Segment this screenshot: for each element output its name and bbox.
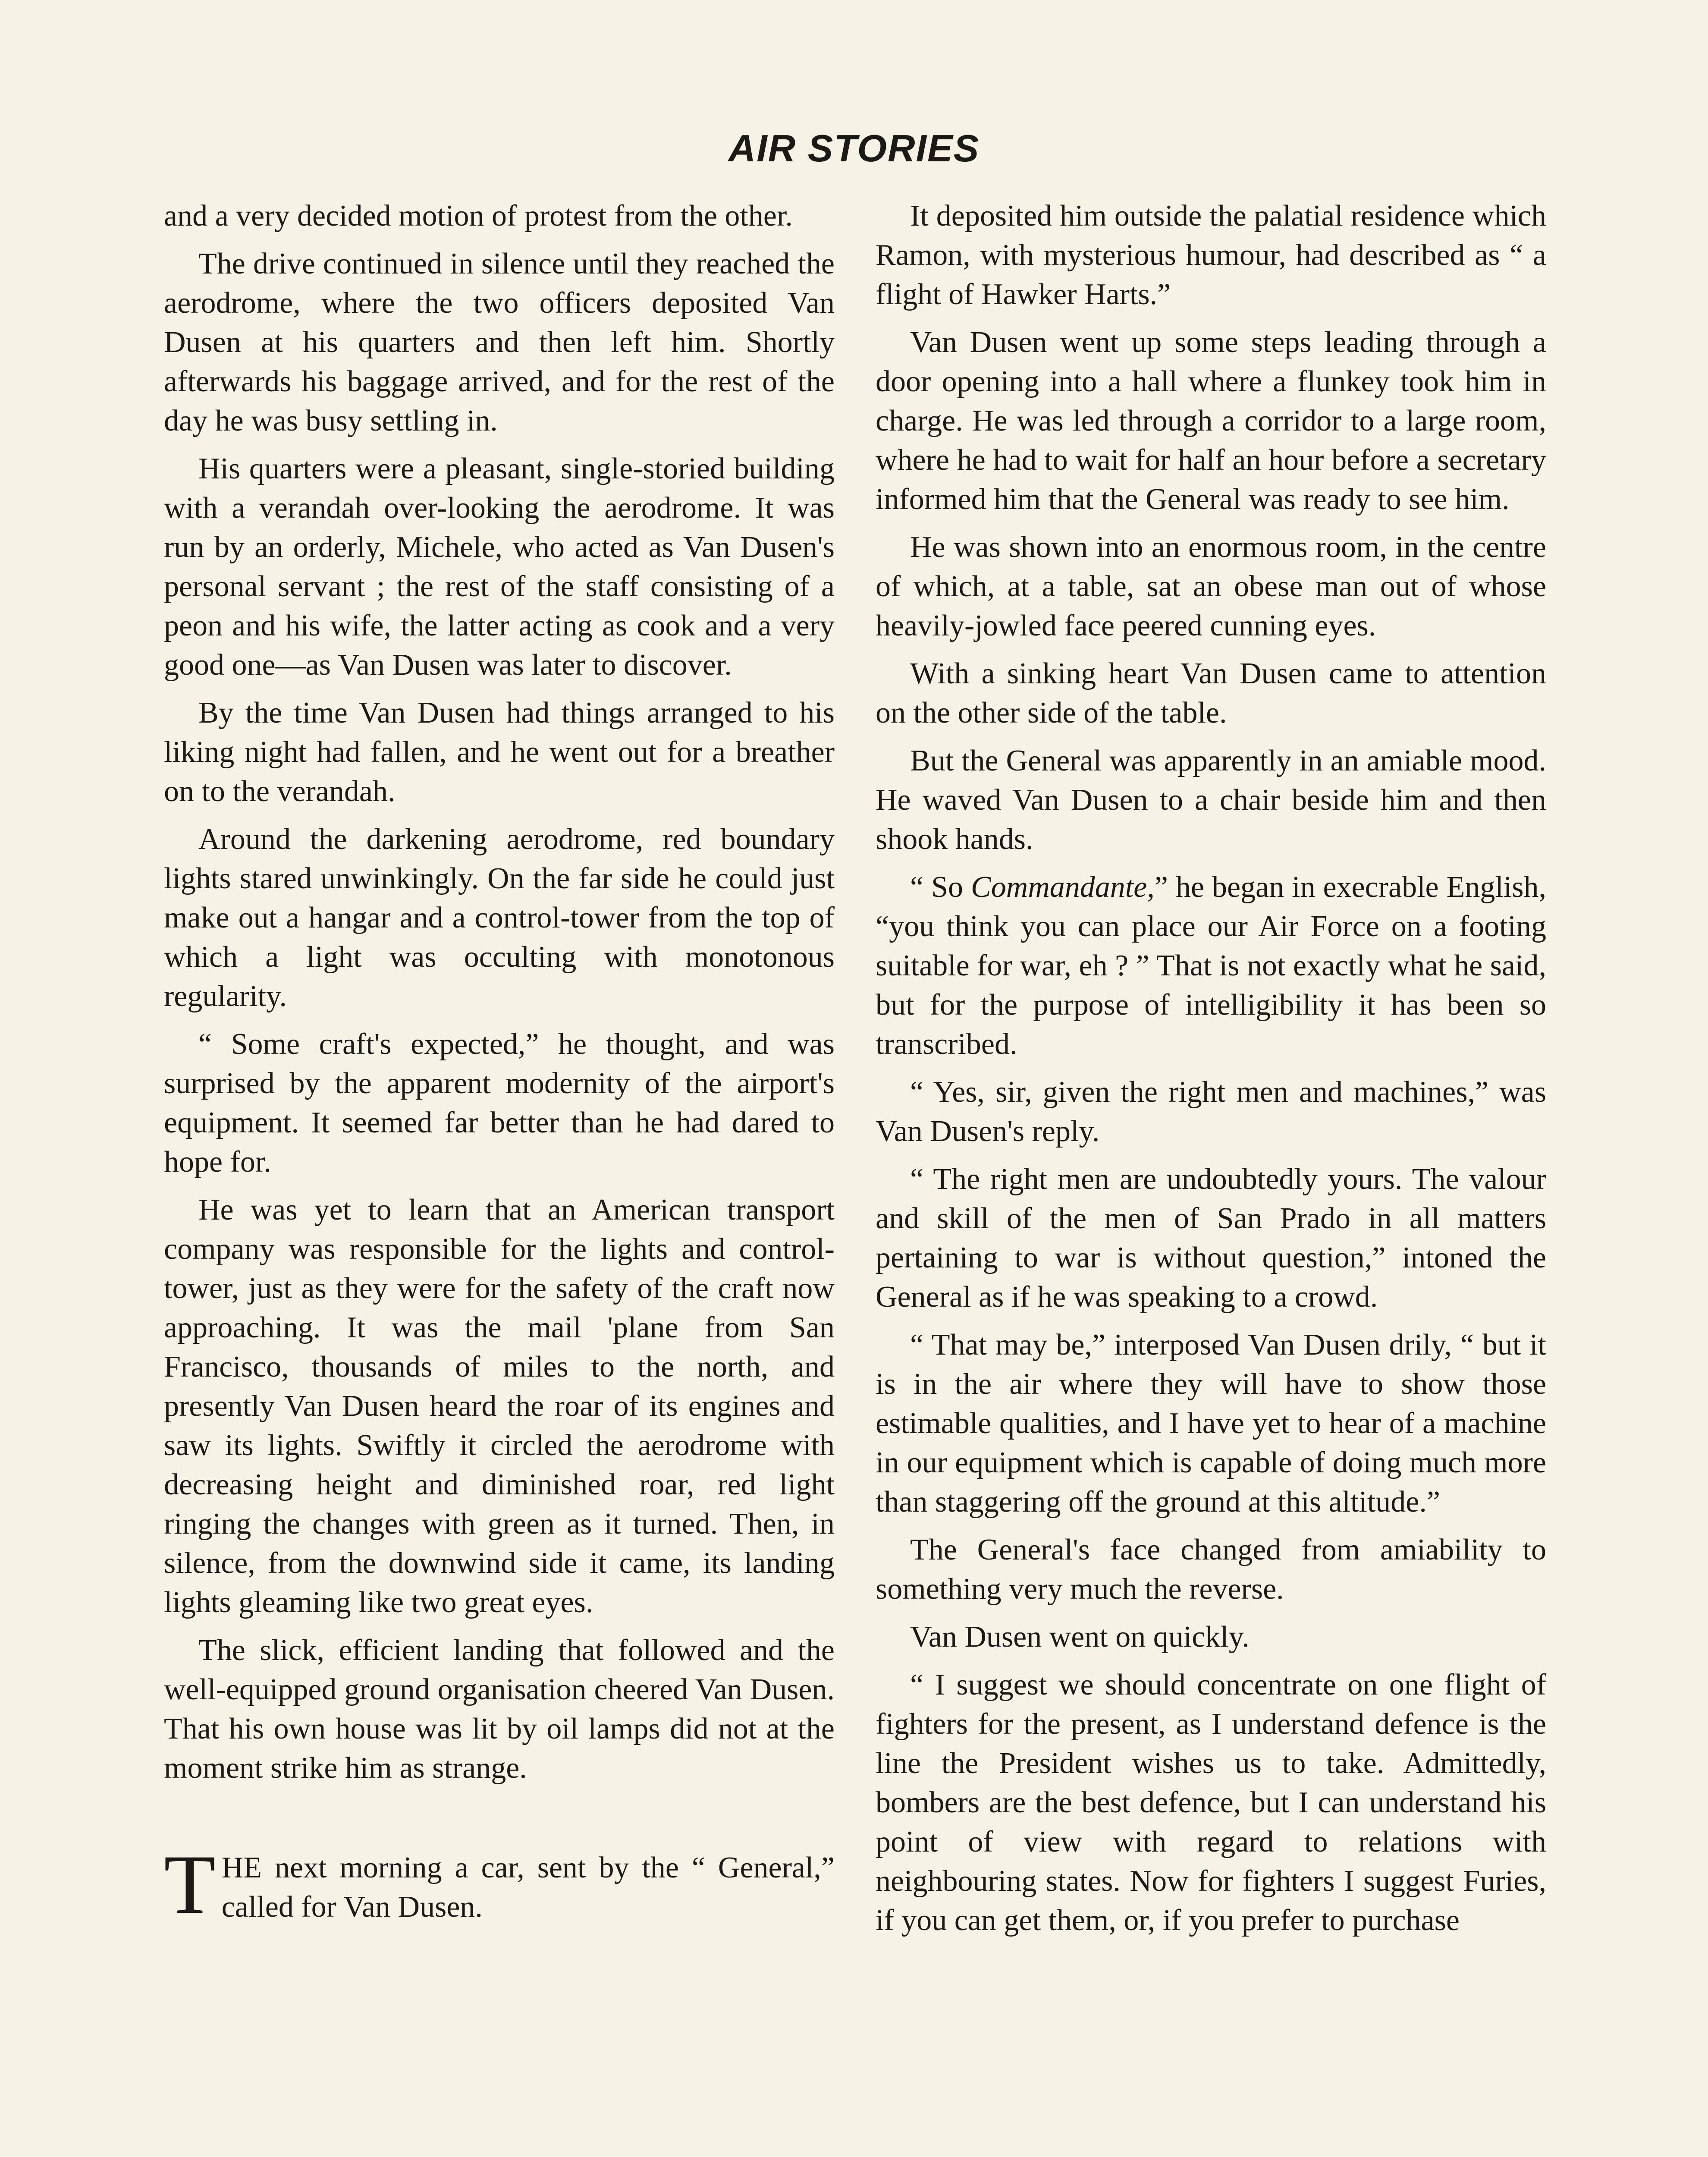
paragraph: “ I suggest we should concentrate on one flight of fighters for the present, as I understand defence is the line the President wishes us to take. Admittedly, bombers are the best defence, but I can understand his point of view with regard to relations with neighbouring states. Now for fighters I suggest Furies, if you can get them, or, if you prefer to purchase (876, 1668, 1546, 1937)
right-column (876, 196, 1546, 1949)
paragraph: With a sinking heart Van Dusen came to attention on the other side of the table. (876, 657, 1546, 729)
section-opening-text: HE next morning a car, sent by the “ General,” called for Van Dusen. (221, 1851, 835, 1924)
paragraph: “ That may be,” interposed Van Dusen drily, “ but it is in the air where they will have to show those estimable qualities, and I have yet to hear of a machine in our equipment which is capable of doing much more than staggering off the ground at this altitude.” (876, 1328, 1546, 1519)
paragraph: The General's face changed from amiability to something very much the reverse. (876, 1533, 1546, 1606)
quote-open: “ So (910, 871, 971, 904)
paragraph: Van Dusen went on quickly. (910, 1620, 1250, 1654)
paragraph: “ Yes, sir, given the right men and machines,” was Van Dusen's reply. (876, 1075, 1546, 1148)
paragraph: “ Some craft's expected,” he thought, and was surprised by the apparent modernity of the airport's equipment. It seemed far better than he had dared to hope for. (164, 1028, 835, 1179)
paragraph: But the General was apparently in an amiable mood. He waved Van Dusen to a chair beside him and then shook hands. (876, 744, 1546, 856)
section-opening-paragraph (164, 1838, 835, 1931)
paragraph: Around the darkening aerodrome, red boundary lights stared unwinkingly. On the far side he could just make out a hangar and a control-tower from the top of which a light was occulting with monotonous regularity. (164, 823, 835, 1013)
paragraph: The slick, efficient landing that followed and the well-equipped ground organisation cheered Van Dusen. That his own house was lit by oil lamps did not at the moment strike him as strange. (164, 1634, 835, 1785)
italic-word: Commandante, (971, 871, 1155, 904)
paragraph: By the time Van Dusen had things arranged to his liking night had fallen, and he went out for a breather on to the verandah. (164, 696, 835, 808)
paragraph: He was yet to learn that an American transport company was responsible for the lights and control-tower, just as they were for the safety of the craft now approaching. It was the mail 'plane from San Francisco, thousands of miles to the north, and presently Van Dusen heard the roar of its engines and saw its lights. Swiftly it circled the aerodrome with decreasing height and diminished roar, red light ringing the changes with green as it turned. Then, in silence, from the downwind side it came, its landing lights gleaming like two great eyes. (164, 1193, 835, 1619)
paragraph: His quarters were a pleasant, single-storied building with a verandah over-looking the aerodrome. It was run by an orderly, Michele, who acted as Van Dusen's personal servant ; the rest of the staff consisting of a peon and his wife, the latter acting as cook and a very good one—as Van Dusen was later to discover. (164, 452, 835, 682)
paragraph: “ The right men are undoubtedly yours. The valour and skill of the men of San Prado in all matters pertaining to war is without question,” intoned the General as if he was speaking to a crowd. (876, 1163, 1546, 1314)
left-column (164, 196, 835, 1931)
paragraph: Van Dusen went up some steps leading through a door opening into a hall where a flunkey took him in charge. He was led through a corridor to a large room, where he had to wait for half an hour before a secretary informed him that the General was ready to see him. (876, 326, 1546, 516)
paragraph: He was shown into an enormous room, in the centre of which, at a table, sat an obese man out of whose heavily-jowled face peered cunning eyes. (876, 531, 1546, 642)
paragraph (876, 868, 1546, 1064)
paragraph: and a very decided motion of protest from the other. (164, 199, 793, 233)
page-title: AIR STORIES (728, 127, 980, 170)
paragraph: It deposited him outside the palatial residence which Ramon, with mysterious humour, had described as “ a flight of Hawker Harts.” (876, 199, 1546, 311)
paragraph-continuation: ” he began in execrable English, “you think you can place our Air Force on a footing suitable for war, eh ? ” That is not exactly what he said, but for the purpose of intelligibility it has been so transcribed. (876, 871, 1547, 1061)
drop-cap: T (164, 1838, 216, 1931)
paragraph: The drive continued in silence until they reached the aerodrome, where the two officers deposited Van Dusen at his quarters and then left him. Shortly afterwards his baggage arrived, and for the rest of the day he was busy settling in. (164, 247, 835, 437)
